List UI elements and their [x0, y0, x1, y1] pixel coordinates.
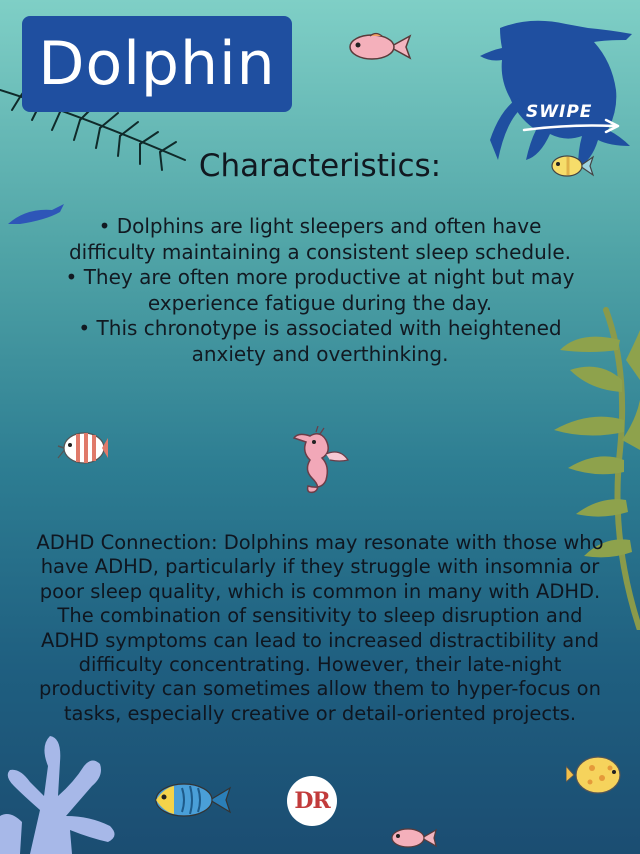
page-title: Dolphin: [38, 29, 276, 99]
seahorse-icon: [292, 426, 354, 496]
list-item: • They are often more productive at night but may experience fatigue during the day.: [65, 265, 575, 315]
dolphin-icon: [470, 10, 640, 170]
swipe-hint[interactable]: [520, 98, 624, 138]
pink-fish-icon: [346, 30, 412, 64]
arrow-right-icon: [520, 118, 624, 136]
logo-text: DR: [294, 788, 330, 814]
coral-icon: [0, 726, 150, 854]
list-item: • Dolphins are light sleepers and often have difficulty maintaining a consistent sleep schedule.: [68, 214, 571, 264]
small-pink-fish-icon: [388, 826, 438, 850]
swipe-label: SWIPE: [526, 102, 593, 122]
section-heading: Characteristics:: [198, 148, 442, 184]
characteristics-list: [60, 214, 580, 367]
title-box: [22, 16, 292, 112]
striped-fish-icon: [56, 428, 108, 468]
spotted-fish-icon: [566, 752, 624, 798]
adhd-connection-text: ADHD Connection: Dolphins may resonate with those who have ADHD, particularly if they struggle with insomnia or poor sleep quality, which is common in many with ADHD. The combination of sensitivity to sleep disruption and ADHD symptoms can lead to increased distractibility and difficulty concentrating. However, their late-night productivity can sometimes allow them to hyper-focus on tasks, especially creative or detail-oriented projects.: [36, 531, 604, 725]
brand-logo: [287, 776, 337, 826]
blue-fish-icon: [6, 202, 66, 228]
list-item: • This chronotype is associated with heightened anxiety and overthinking.: [78, 316, 562, 366]
striped-blue-fish-icon: [152, 778, 232, 822]
